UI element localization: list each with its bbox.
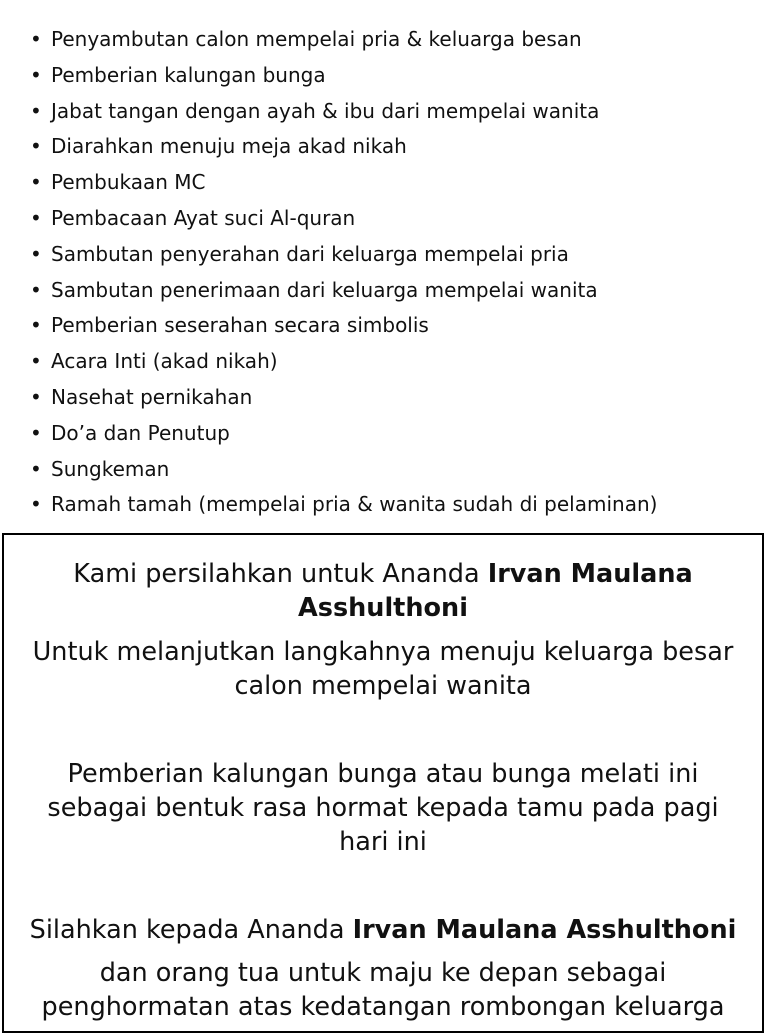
agenda-item-text: Do’a dan Penutup	[51, 420, 230, 445]
agenda-item-text: Acara Inti (akad nikah)	[51, 349, 278, 374]
invitation-text: Kami persilahkan untuk Ananda	[73, 559, 488, 589]
agenda-item	[30, 58, 657, 94]
continue-paragraph: Untuk melanjutkan langkahnya menuju keluarga besar calon mempelai wanita	[32, 637, 734, 701]
bullet: •	[30, 27, 42, 51]
agenda-item-text: Pembacaan Ayat suci Al-quran	[51, 205, 356, 230]
agenda-item-text: Diarahkan menuju meja akad nikah	[51, 134, 407, 159]
mc-script-box	[2, 533, 764, 1033]
agenda-item-text: Sungkeman	[51, 456, 170, 481]
bullet: •	[30, 170, 42, 195]
agenda-item-text: Ramah tamah (mempelai pria & wanita sudah di pelaminan)	[51, 492, 658, 517]
request-text: Silahkan kepada Ananda	[29, 915, 353, 945]
agenda-item	[30, 308, 657, 344]
agenda-item	[30, 94, 657, 130]
bullet: •	[30, 456, 42, 481]
agenda-item	[30, 380, 657, 416]
bullet: •	[30, 62, 42, 87]
agenda-item-text: Sambutan penerimaan dari keluarga mempelai wanita	[51, 277, 598, 302]
agenda-item	[30, 416, 657, 452]
bullet: •	[30, 277, 42, 302]
agenda-item-text: Sambutan penyerahan dari keluarga mempelai pria	[51, 241, 569, 266]
bullet: •	[30, 492, 42, 517]
agenda-item	[30, 201, 657, 237]
bullet: •	[30, 384, 42, 409]
agenda-item	[30, 237, 657, 273]
bullet: •	[30, 241, 42, 266]
request-paragraph	[4, 913, 762, 947]
agenda-item-text: Pembukaan MC	[51, 170, 206, 195]
agenda-item	[30, 487, 657, 523]
bullet: •	[30, 134, 42, 159]
agenda-list	[30, 22, 657, 523]
bullet: •	[30, 420, 42, 445]
agenda-item	[30, 22, 657, 58]
groom-name: Irvan Maulana Asshulthoni	[298, 559, 693, 623]
agenda-item	[30, 165, 657, 201]
agenda-item-text: Nasehat pernikahan	[51, 384, 253, 409]
agenda-item-text: Penyambutan calon mempelai pria & keluarga besan	[51, 27, 582, 51]
agenda-item-text: Pemberian kalungan bunga	[51, 62, 326, 87]
agenda-item-text: Jabat tangan dengan ayah & ibu dari mempelai wanita	[51, 98, 600, 123]
garland-paragraph: Pemberian kalungan bunga atau bunga melati ini sebagai bentuk rasa hormat kepada tamu pada pagi hari ini	[47, 759, 719, 857]
agenda-item	[30, 452, 657, 488]
bullet: •	[30, 98, 42, 123]
agenda-item-text: Pemberian seserahan secara simbolis	[51, 313, 429, 338]
respect-paragraph: dan orang tua untuk maju ke depan sebagai penghormatan atas kedatangan rombongan keluarga	[41, 958, 725, 1022]
agenda-item	[30, 129, 657, 165]
invitation-paragraph	[4, 557, 762, 625]
groom-name: Irvan Maulana Asshulthoni	[352, 915, 737, 945]
bullet: •	[30, 205, 42, 230]
agenda-item	[30, 344, 657, 380]
bullet: •	[30, 349, 42, 374]
bullet: •	[30, 313, 42, 338]
agenda-item	[30, 273, 657, 309]
